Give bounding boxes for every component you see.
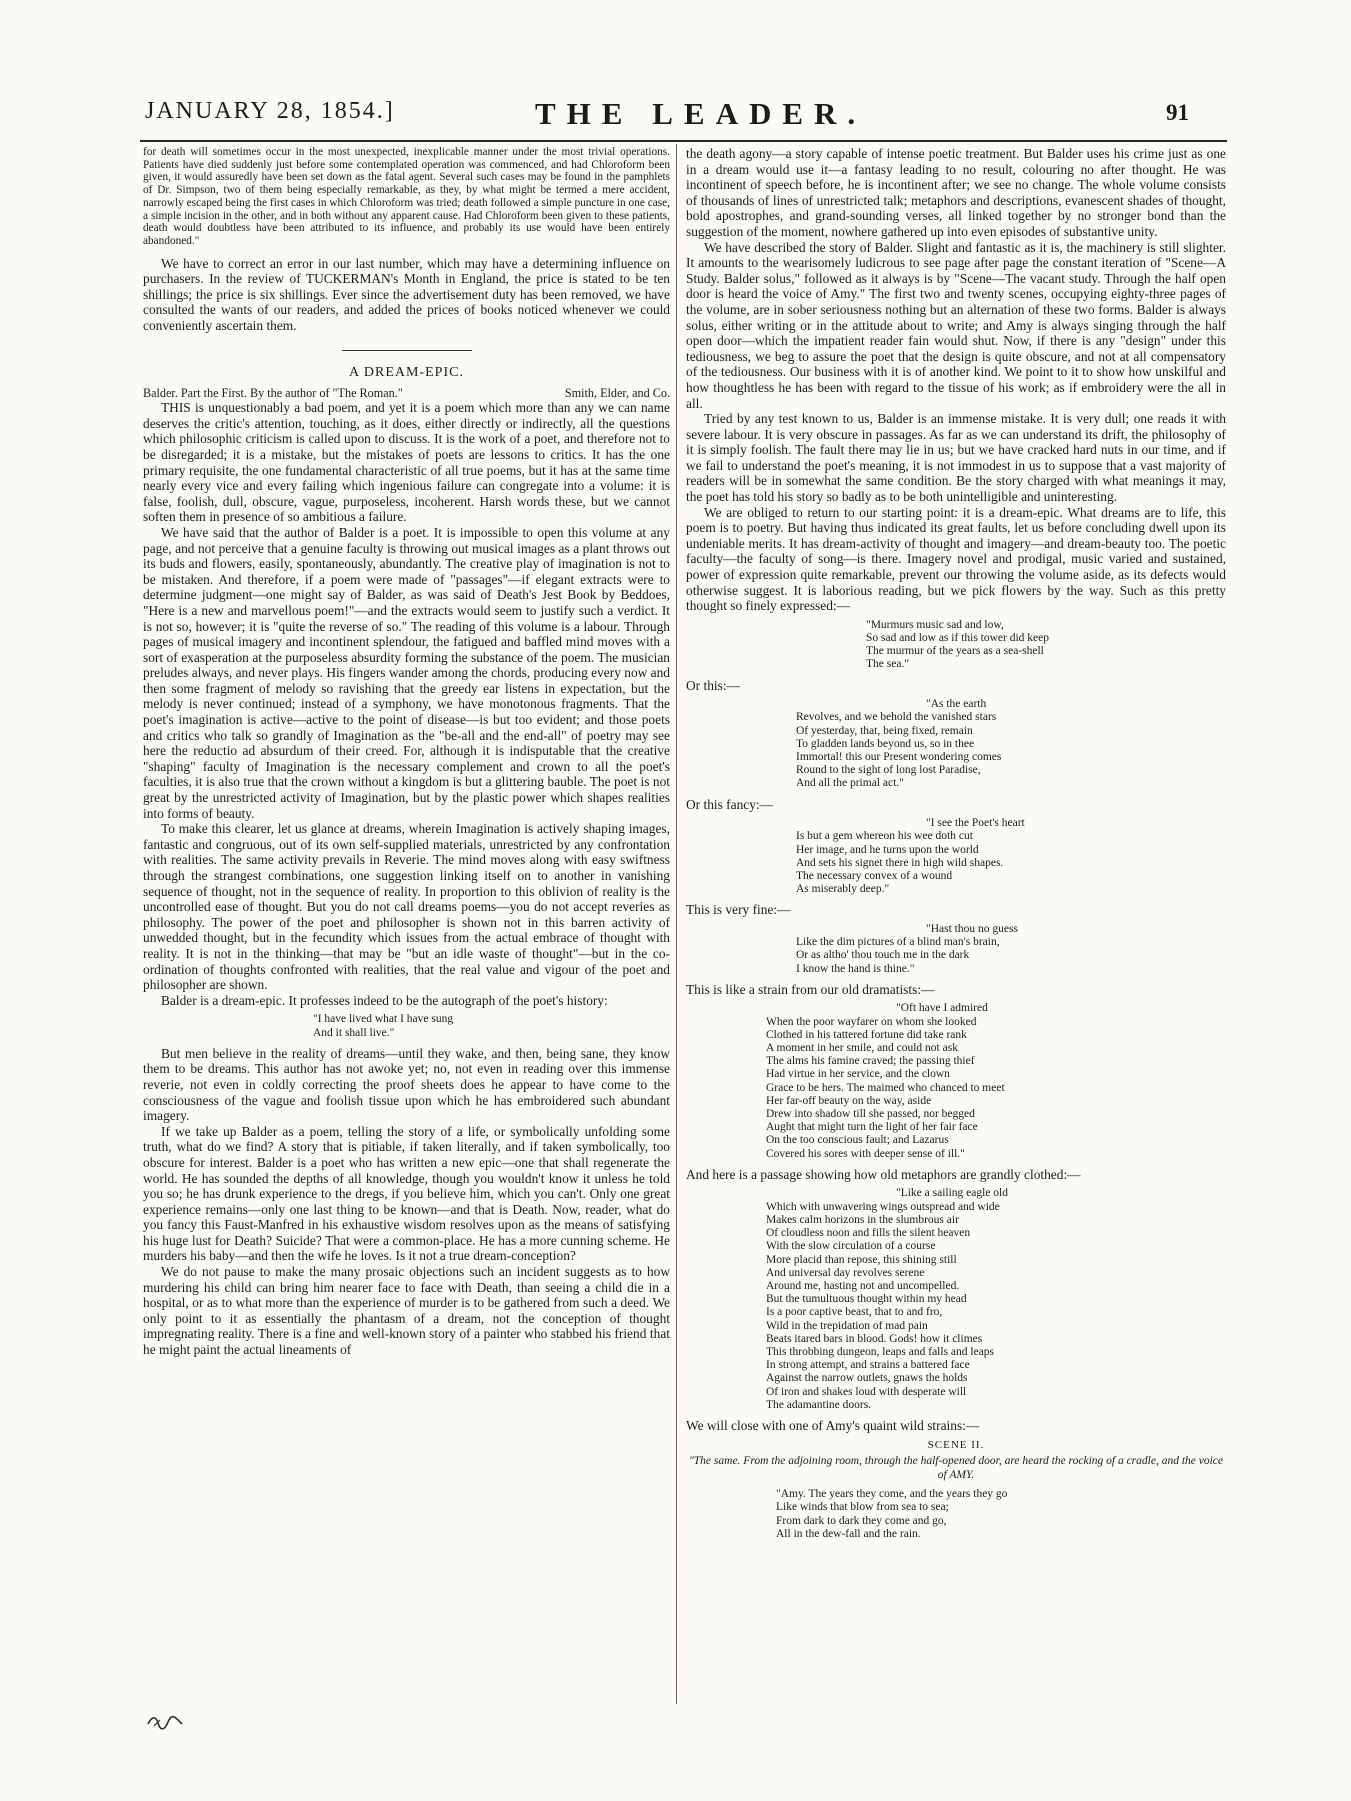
quote-intro: Or this fancy:—	[686, 796, 774, 812]
verse-line: In strong attempt, and strains a battered face	[766, 1359, 970, 1372]
verse-line: And universal day revolves serene	[766, 1266, 925, 1279]
verse-line: Immortal! this our Present wondering comes	[796, 751, 1002, 764]
column-divider	[676, 144, 677, 1704]
body-paragraph: We do not pause to make the many prosaic objections such an incident suggests as to how murdering his child can bring him nearer face to face with Death, than seeing a child die in a hospital, or as to what more than the experience of murder is to be gathered from such a deed. We only point to it as essentially the phantasm of a dream, not the conception of thought impregnating reality. There is a fine and well-known story of a painter who stabbed his friend that he might paint the actual lineaments of	[143, 1264, 670, 1358]
verse-line: With the slow circulation of a course	[766, 1240, 936, 1253]
article-title: A DREAM-EPIC.	[349, 364, 464, 380]
verse-line: Her far-off beauty on the way, aside	[766, 1094, 932, 1107]
verse-line: "Murmurs music sad and low,	[866, 618, 1004, 631]
stage-direction: "The same. From the adjoining room, through the half-opened door, are heard the rocking of a cradle, and the voice of AMY.	[688, 1455, 1224, 1481]
verse-line: Makes calm horizons in the slumbrous air	[766, 1213, 959, 1226]
quote-intro: Or this:—	[686, 677, 740, 693]
verse-line: So sad and low as if this tower did keep	[866, 632, 1050, 645]
verse-line: "Oft have I admired	[896, 1002, 988, 1015]
verse-line: "I have lived what I have sung	[313, 1013, 454, 1026]
body-paragraph: But men believe in the reality of dreams—until they wake, and then, being sane, they know them to be dreams. This author has not awoke yet; no, not even in reading over this immense reverie, not even in coldly correcting the proof sheets does he appear to have come to the consciousness of the vague and foolish tissue upon which he has embroidered such abundant imagery.	[143, 1045, 670, 1124]
verse-line: The sea."	[866, 658, 910, 671]
verse-line: Revolves, and we behold the vanished stars	[796, 711, 997, 724]
verse-line: Like winds that blow from sea to sea;	[776, 1501, 949, 1514]
verse-line: The alms his famine craved; the passing thief	[766, 1055, 975, 1068]
verse-line: Of yesterday, that, being fixed, remain	[796, 724, 973, 737]
quote-intro: This is very fine:—	[686, 902, 791, 918]
verse-line: Of cloudless noon and fills the silent heaven	[766, 1227, 971, 1240]
verse-line: Grace to be hers. The maimed who chanced to meet	[766, 1081, 1005, 1094]
verse-line: Against the narrow outlets, gnaws the holds	[766, 1372, 968, 1385]
poem-quote-amy	[686, 1488, 1226, 1541]
verse-line: Is a poor captive beast, that to and fro,	[766, 1306, 943, 1319]
verse-line: When the poor wayfarer on whom she looked	[766, 1015, 977, 1028]
verse-line: "I see the Poet's heart	[926, 817, 1025, 830]
page-number: 91	[1166, 100, 1189, 125]
verse-line: On the too conscious fault; and Lazarus	[766, 1134, 949, 1147]
article-byline	[143, 386, 670, 400]
body-paragraph: To make this clearer, let us glance at dreams, wherein Imagination is actively shaping images, fantastic and congruous, out of its own self-supplied materials, unrestricted by any confrontation with realities. The same activity prevails in Reverie. The mind moves along with easy swiftness through the strangest combinations, one suggestion linking itself on to another in vanishing sequence of thought, not in the sequence of reality. In proportion to this oblivion of reality is the uncontrolled ease of thought. But you do not call dreams poems—you do not accept reveries as philosophy. The power of the poet and philosopher is shown not in this barren activity of unwedded thought, but in the fecundity which issues from the actual embrace of thought with reality. It is not in the thinking—that may be "but an idle waste of thought"—but in the co-ordination of thoughts confronted with realities, that the real value and vigour of the poet and philosopher are shown.	[143, 821, 670, 993]
verse-line: Had virtue in her service, and the clown	[766, 1068, 950, 1081]
verse-line: But the tumultuous thought within my head	[766, 1293, 967, 1306]
poem-quote-hast-thou	[686, 923, 1226, 976]
left-column	[143, 146, 670, 1358]
verse-line: Her image, and he turns upon the world	[796, 843, 979, 856]
correction-paragraph: We have to correct an error in our last number, which may have a determining influence on purchasers. In the review of TUCKERMAN's Month in England, the price is stated to be ten shillings; the price is six shillings. Ever since the advertisement duty has been removed, we have consulted the wants of our readers, and added the prices of books noticed whenever we could conveniently ascertain them.	[143, 255, 670, 333]
scene-heading: SCENE II.	[927, 1438, 985, 1451]
verse-line: Or as altho' thou touch me in the dark	[796, 949, 970, 962]
verse-line: The necessary convex of a wound	[796, 870, 953, 883]
verse-line: And it shall live."	[313, 1026, 395, 1039]
verse-line: And sets his signet there in high wild shapes.	[796, 856, 1004, 869]
verse-line: As miserably deep."	[796, 883, 890, 896]
verse-line: Beats itared bars in blood. Gods! how it climes	[766, 1332, 983, 1345]
verse-line: To gladden lands beyond us, so in thee	[796, 737, 975, 750]
verse-line: Covered his sores with deeper sense of ill."	[766, 1147, 965, 1160]
body-paragraph: Balder is a dream-epic. It professes indeed to be the autograph of the poet's history:	[161, 992, 608, 1008]
verse-line: More placid than repose, this shining still	[766, 1253, 957, 1266]
verse-line: Around me, hasting not and uncompelled.	[766, 1279, 960, 1292]
poem-quote-poets-heart	[686, 817, 1226, 896]
verse-line: I know the hand is thine."	[796, 962, 915, 975]
issue-date: JANUARY 28, 1854.]	[145, 98, 395, 124]
verse-line: Aught that might turn the light of her fair face	[766, 1121, 978, 1134]
quote-intro: We will close with one of Amy's quaint wild strains:—	[686, 1417, 980, 1433]
verse-line: Round to the sight of long lost Paradise,	[796, 764, 981, 777]
body-paragraph: the death agony—a story capable of intense poetic treatment. But Balder uses his crime just as one in a dream would use it—a fantasy leading to no result, colouring no after thought. He was incontinent of speech before, he is incontinent after; we see no change. The whole volume consists of thousands of lines of unrestricted talk; metaphors and descriptions, evanescent shades of thought, bold apostrophes, and grand-sounding verses, all linked together by no stronger bond than the suggestion of the moment, nowhere gathered up into even episodes of substantive unity.	[686, 146, 1226, 239]
verse-line: Is but a gem whereon his wee doth cut	[796, 830, 973, 843]
verse-line: The murmur of the years as a sea-shell	[866, 645, 1044, 658]
body-paragraph: THIS is unquestionably a bad poem, and yet it is a poem which more than any we can name deserves the critic's attention, touching, as it does, either directly or indirectly, all the questions which philosophic criticism is called upon to discuss. It is the work of a poet, and therefore not to be disregarded; it is a mistake, but the mistakes of poets are lessons to critics. It has the one primary requisite, the one fundamental characteristic of all true poems, but it has at the same time nearly every vice and every failing which ingenious failure can congregate into a volume: it is false, foolish, dull, obscure, vague, purposeless, incoherent. Harsh words these, but we cannot soften them in presence of so ambitious a failure.	[143, 400, 670, 525]
byline-book: Balder. Part the First. By the author of "The Roman."	[143, 386, 403, 401]
masthead-title: THE LEADER.	[535, 96, 867, 131]
verse-line: Wild in the trepidation of mad pain	[766, 1319, 928, 1332]
body-paragraph: We have described the story of Balder. Slight and fantastic as it is, the machinery is still slighter. It amounts to the wearisomely ludicrous to see page after page the constant iteration of "Scene—A Study. Balder solus," followed as it always is by "Scene—The vacant study. Through the half open door is heard the voice of Amy." The first two and twenty scenes, occupying eighty-three pages of the volume, are in sober seriousness nothing but an alternation of these two forms. Balder is always solus, either writing or in the attitude about to write; and Amy is always singing through the half open door—which the impatient reader fain would shut. Now, if there is any "design" under this tediousness, we beg to assure the poet that the design is quite obscure, and not at all compensatory of the tediousness. Our business with it is of another kind. We point to it to show how unskilful and how thoughtless he has been with regard to the tissue of his work; as if embroidery were the all in all.	[686, 239, 1226, 411]
verse-line: "Like a sailing eagle old	[896, 1187, 1008, 1200]
verse-line: From dark to dark they come and go,	[776, 1514, 947, 1527]
epigraph-quote	[143, 1013, 670, 1039]
verse-line: "Hast thou no guess	[926, 923, 1018, 936]
body-paragraph: We have said that the author of Balder is a poet. It is impossible to open this volume at any page, and not perceive that a genuine faculty is throwing out musical images as a plant throws out its buds and flowers, easily, spontaneously, abundantly. The creative play of imagination is not to be mistaken. And therefore, if a poem were made of "passages"—if elegant extracts were to determine judgment—one might say of Balder, as was said of Death's Jest Book by Beddoes, "Here is a new and marvellous poem!"—and the extracts would seem to justify such a verdict. It is not so, however; it is "quite the reverse of so." The reading of this volume is a labour. Through pages of musical imagery and incontinent splendour, the fatigued and baffled mind moves with a sort of exasperation at the purposeless absurdity forming the substance of the poem. The musician preludes always, and never plays. His fingers wander among the chords, producing every now and then some fragment of melody so ravishing that the greedy ear listens in expectation, but the melody is never continued; instead of a symphony, we have monotonous fragments. That the poet's imagination is active—active to the point of disease—is but too evident; and those poets and critics who talk so grandly of Imagination as the "be-all and the end-all" of poetry may see here the reductio ad absurdum of their creed. For, although it is indisputable that the creative "shaping" faculty of Imagination is the necessary complement and crown to all the poet's faculties, it is also true that the crown without a kingdom is but a glittering bauble. The poet is not great by the unrestricted activity of Imagination, but by the plastic power which shapes realities into forms of beauty.	[143, 524, 670, 821]
verse-line: "As the earth	[926, 698, 987, 711]
body-paragraph: Tried by any test known to us, Balder is an immense mistake. It is very dull; one reads it with severe labour. It is very obscure in passages. As far as we can understand its drift, the philosophy of it is simply foolish. The fault there may lie in us; but we have cracked hard nuts in our time, and if we fail to understand the poet's meaning, it is not immodest in us to suppose that a vast majority of readers will be in somewhat the same condition. Be the story charged with what meanings it may, the poet has told his story so badly as to be both unintelligible and uninteresting.	[686, 411, 1226, 505]
verse-line: Like the dim pictures of a blind man's brain,	[796, 936, 1000, 949]
right-column	[686, 146, 1226, 1547]
section-rule	[342, 350, 472, 351]
poem-quote-wayfarer	[686, 1002, 1226, 1160]
poem-quote-earth	[686, 698, 1226, 790]
quote-intro: This is like a strain from our old dramatists:—	[686, 981, 935, 997]
verse-line: Clothed in his tattered fortune did take rank	[766, 1028, 967, 1041]
verse-line: "Amy. The years they come, and the years they go	[776, 1488, 1008, 1501]
quote-intro: And here is a passage showing how old metaphors are grandly clothed:—	[686, 1166, 1081, 1182]
ink-scribble-mark	[146, 1712, 186, 1734]
verse-line: All in the dew-fall and the rain.	[776, 1527, 921, 1540]
header-rule	[140, 140, 1227, 142]
byline-publisher: Smith, Elder, and Co.	[564, 386, 670, 401]
footnote-paragraph: for death will sometimes occur in the most unexpected, inexplicable manner under the most trivial operations. Patients have died suddenly just before some contemplated operation was commenced, and had Chloroform been given, it would assuredly have been set down as the fatal agent. Several such cases may be found in the pamphlets of Dr. Simpson, two of them being especially remarkable, as they, by what might be termed a mere accident, narrowly escaped being the first cases in which Chloroform was tried; death followed a simple puncture in one case, a simple incision in the other, and in both without any apparent cause. Had Chloroform been given to these patients, death would doubtless have been attributed to its influence, and probably its use would have been entirely abandoned."	[143, 146, 670, 247]
verse-line: A moment in her smile, and could not ask	[766, 1042, 958, 1055]
poem-quote-eagle	[686, 1187, 1226, 1411]
poem-quote-murmurs	[686, 619, 1226, 672]
verse-line: Of iron and shakes loud with desperate will	[766, 1385, 967, 1398]
verse-line: This throbbing dungeon, leaps and falls and leaps	[766, 1345, 995, 1358]
verse-line: The adamantine doors.	[766, 1398, 872, 1411]
body-paragraph: We are obliged to return to our starting point: it is a dream-epic. What dreams are to life, this poem is to poetry. But having thus indicated its great faults, let us before concluding dwell upon its undeniable merits. It has dream-activity of thought and imagery—and dream-beauty too. The poetic faculty—the faculty of song—is there. Imagery novel and prodigal, music varied and sustained, power of expression quite remarkable, prevent our throwing the volume aside, as its defects would otherwise suggest. It is laborious reading, but we pick flowers by the way. Such as this pretty thought so finely expressed:—	[686, 504, 1226, 614]
verse-line: Which with unwavering wings outspread and wide	[766, 1200, 1000, 1213]
verse-line: Drew into shadow till she passed, nor begged	[766, 1108, 975, 1121]
body-paragraph: If we take up Balder as a poem, telling the story of a life, or symbolically unfolding some truth, what do we find? A story that is pitiable, if taken literally, and if taken symbolically, too obscure for interest. Balder is a poet who has written a new epic—one that shall regenerate the world. He has sounded the depths of all knowledge, though you wouldn't know it unless he told you so; he has drunk experience to the dregs, if you believe him, which you can't. Only one great experience remains—only one last thing to be known—and that is Death. Now, reader, what do you fancy this Faust-Manfred in his exhaustive wisdom resolves upon as the means of satisfying his huge lust for Death? Suicide? That were a common-place. He has a more cunning scheme. He murders his baby—and then the wife he loves. Is it not a true dream-conception?	[143, 1123, 670, 1264]
verse-line: And all the primal act."	[796, 777, 904, 790]
